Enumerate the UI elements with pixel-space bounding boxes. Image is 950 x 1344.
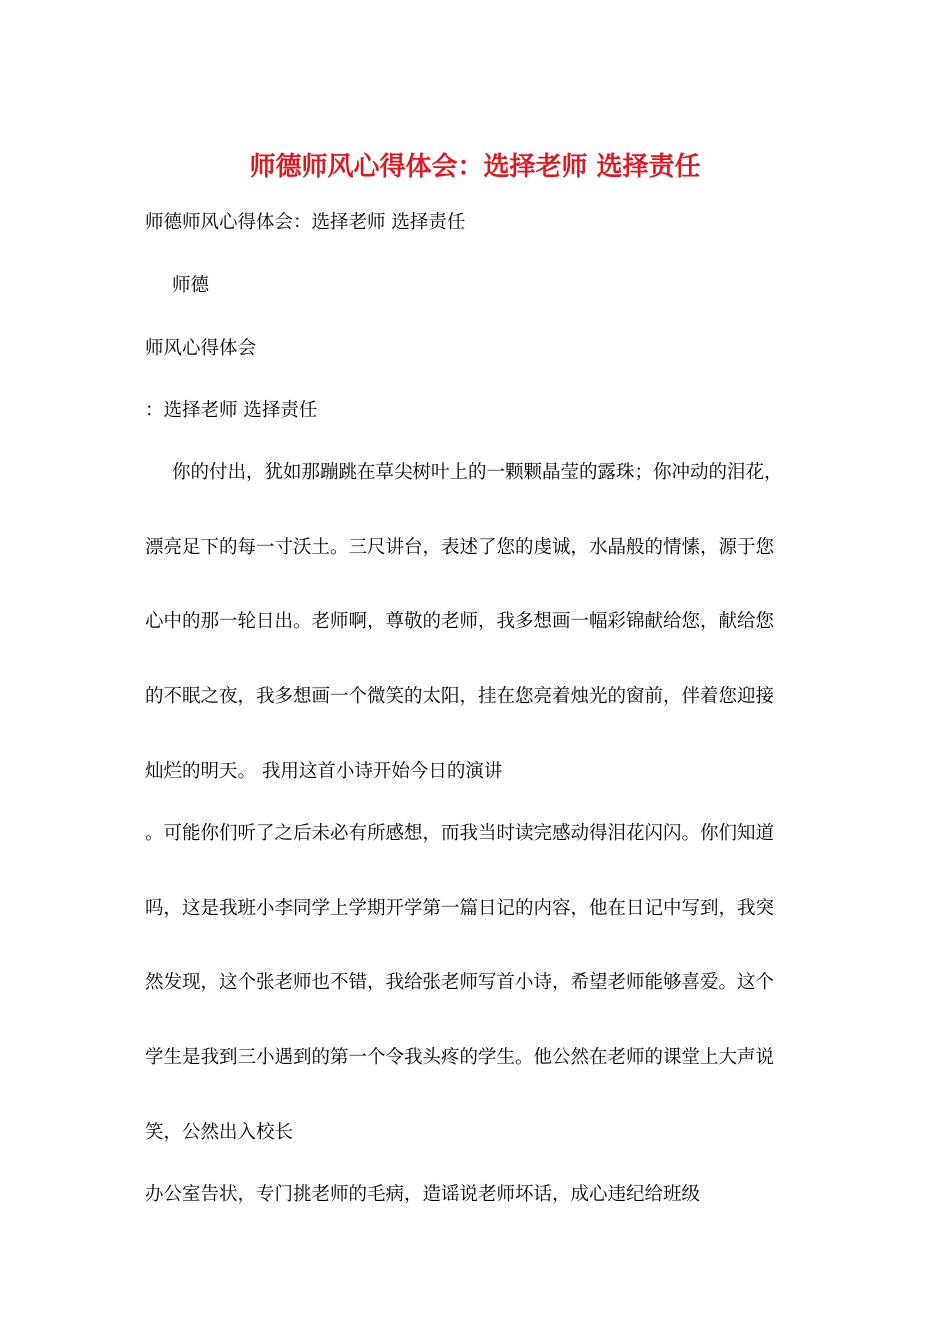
subtitle-line: 师德师风心得体会：选择老师 选择责任 (145, 212, 466, 233)
text-line-choose: ：选择老师 选择责任 (145, 400, 318, 421)
body-line: 然发现，这个张老师也不错，我给张老师写首小诗，希望老师能够喜爱。这个 (145, 972, 775, 993)
body-line: 灿烂的明天。 我用这首小诗开始今日的演讲 (145, 761, 503, 782)
body-line: 。可能你们听了之后未必有所感想，而我当时读完感动得泪花闪闪。你们知道 (145, 823, 775, 844)
body-line: 办公室告状，专门挑老师的毛病，造谣说老师坏话，成心违纪给班级 (145, 1184, 701, 1205)
body-line: 学生是我到三小遇到的第一个令我头疼的学生。他公然在老师的课堂上大声说 (145, 1047, 775, 1068)
body-line: 漂亮足下的每一寸沃土。三尺讲台，表述了您的虔诚，水晶般的情愫，源于您 (145, 537, 775, 558)
body-line: 心中的那一轮日出。老师啊，尊敬的老师，我多想画一幅彩锦献给您，献给您 (145, 611, 775, 632)
text-line-shifeng: 师风心得体会 (145, 338, 257, 359)
body-line: 笑，公然出入校长 (145, 1122, 294, 1143)
text-line-shide: 师德 (172, 275, 210, 296)
body-line: 的不眠之夜，我多想画一个微笑的太阳，挂在您亮着烛光的窗前，伴着您迎接 (145, 686, 775, 707)
body-line: 吗，这是我班小李同学上学期开学第一篇日记的内容，他在日记中写到，我突 (145, 898, 775, 919)
body-line: 你的付出，犹如那蹦跳在草尖树叶上的一颗颗晶莹的露珠；你冲动的泪花， (172, 462, 783, 483)
document-title: 师德师风心得体会：选择老师 选择责任 (249, 152, 701, 182)
